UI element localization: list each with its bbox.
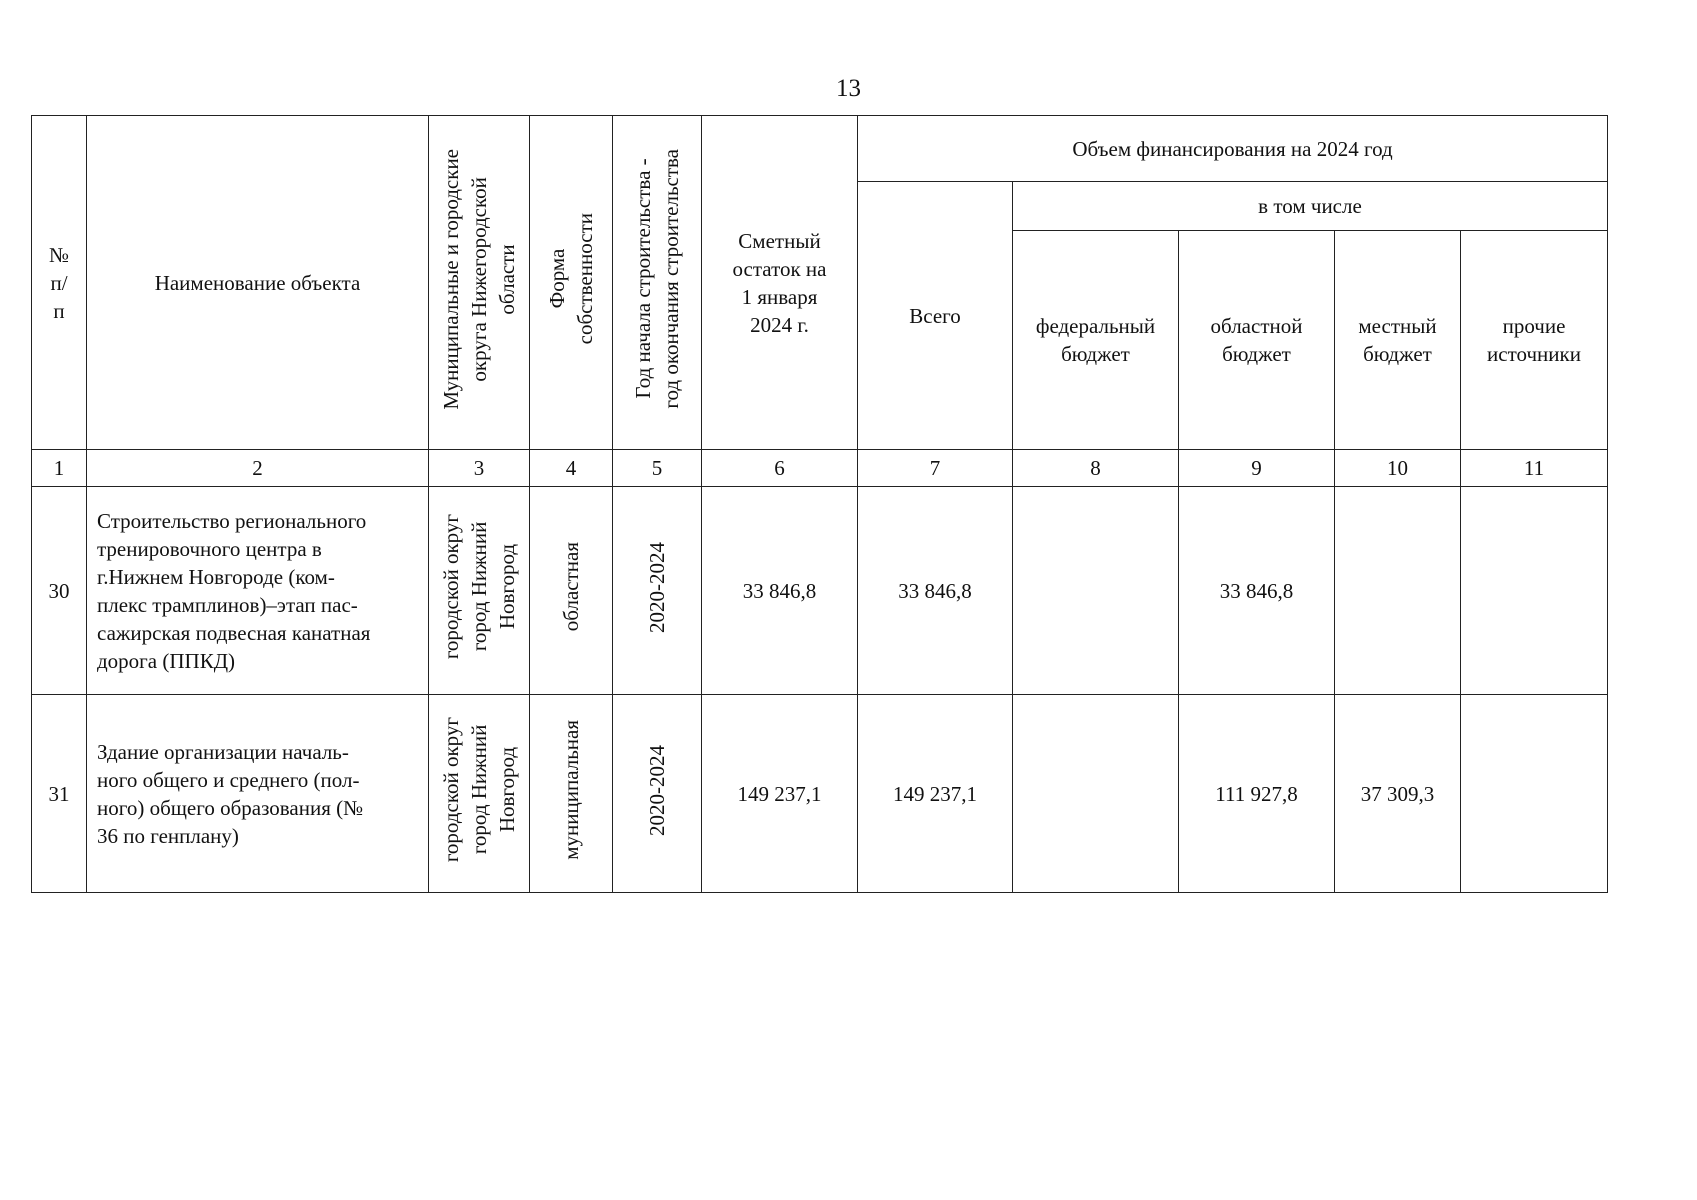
row-federal [1013,487,1179,695]
header-balance: Сметный остаток на 1 января 2024 г. [702,116,858,450]
row-district: городской округ город Нижний Новгород [429,487,530,695]
row-local [1335,487,1461,695]
row-num: 30 [32,487,87,695]
header-ownership: Форма собственности [530,116,613,450]
row-ownership: муниципальная [530,695,613,893]
header-years: Год начала строительства - год окончания строительства [613,116,702,450]
column-number: 8 [1013,450,1179,487]
column-number: 11 [1461,450,1608,487]
table-row [32,695,1608,893]
row-years: 2020-2024 [613,695,702,893]
row-other [1461,695,1608,893]
row-ownership: областная [530,487,613,695]
column-number: 7 [858,450,1013,487]
row-total: 149 237,1 [858,695,1013,893]
row-other [1461,487,1608,695]
row-total: 33 846,8 [858,487,1013,695]
column-number-row [32,450,1608,487]
header-district: Муниципальные и городские округа Нижегородской области [429,116,530,450]
row-regional: 111 927,8 [1179,695,1335,893]
column-number: 10 [1335,450,1461,487]
header-num: № п/ п [32,116,87,450]
row-balance: 149 237,1 [702,695,858,893]
column-number: 4 [530,450,613,487]
row-local: 37 309,3 [1335,695,1461,893]
table-row [32,487,1608,695]
header-financing-title: Объем финансирования на 2024 год [858,116,1608,182]
column-number: 5 [613,450,702,487]
row-regional: 33 846,8 [1179,487,1335,695]
row-num: 31 [32,695,87,893]
column-number: 2 [87,450,429,487]
row-federal [1013,695,1179,893]
header-other: прочие источники [1461,231,1608,450]
column-number: 3 [429,450,530,487]
row-district: городской округ город Нижний Новгород [429,695,530,893]
row-name: Здание организации началь- ного общего и среднего (пол- ного) общего образования (№ 36 по генплану) [87,695,429,893]
row-name: Строительство регионального тренировочного центра в г.Нижнем Новгороде (ком- плекс трамплинов)–этап пас- сажирская подвесная канатная дорога (ППКД) [87,487,429,695]
row-years: 2020-2024 [613,487,702,695]
header-regional: областной бюджет [1179,231,1335,450]
header-total: Всего [858,182,1013,450]
header-including: в том числе [1013,182,1608,231]
page-number: 13 [836,75,861,102]
header-name: Наименование объекта [87,116,429,450]
header-local: местный бюджет [1335,231,1461,450]
financing-table [31,115,1608,893]
column-number: 9 [1179,450,1335,487]
column-number: 6 [702,450,858,487]
column-number: 1 [32,450,87,487]
row-balance: 33 846,8 [702,487,858,695]
header-federal: федеральный бюджет [1013,231,1179,450]
